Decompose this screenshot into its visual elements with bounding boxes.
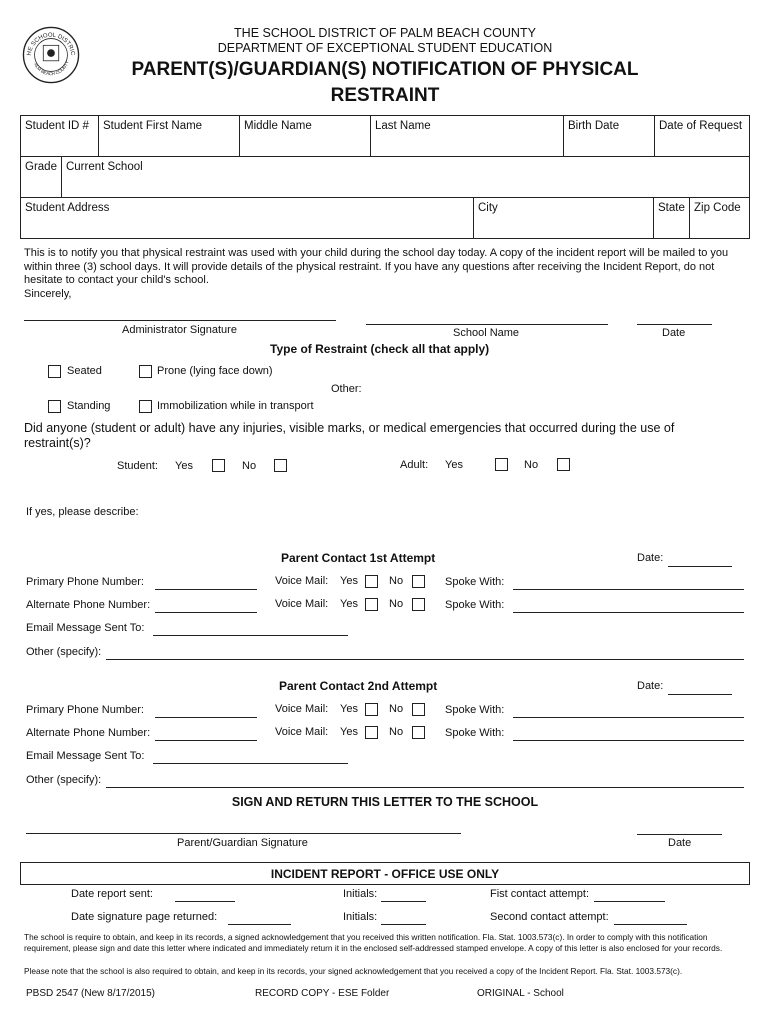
contact1-voicemail-label-2: Voice Mail: [275, 598, 329, 610]
original-label: ORIGINAL - School [477, 988, 564, 999]
notice-text: This is to notify you that physical restraint was used with your child during the school day today. A copy of the incident report will be mailed to you within three (3) school days. It will provide details of the physical restraint. If you have any questions after receiving the Incident Report, do not hesitate to contact your child's school. [24, 247, 729, 286]
state-field[interactable] [654, 198, 690, 239]
contact2-other-label: Other (specify): [26, 774, 102, 786]
student-info-table [20, 115, 750, 157]
school-name-line[interactable] [366, 324, 608, 325]
date-of-request-label: Date of Request [659, 120, 743, 132]
second-contact-label: Second contact attempt: [490, 911, 609, 923]
adult-yes-checkbox[interactable] [495, 458, 508, 471]
address-table [20, 197, 750, 239]
admin-signature-label: Administrator Signature [122, 324, 237, 336]
school-name-label: School Name [453, 327, 520, 339]
contact1-alternate-phone-line[interactable] [155, 612, 257, 613]
date-sig-returned-label: Date signature page returned: [71, 911, 218, 923]
first-name-field[interactable] [99, 116, 240, 157]
zip-code-field[interactable] [690, 198, 750, 239]
contact2-yes-label-1: Yes [340, 703, 358, 715]
student-no-label: No [242, 460, 257, 472]
contact1-spoke-with-label-2: Spoke With: [445, 599, 505, 611]
contact1-spoke-with-label-1: Spoke With: [445, 576, 505, 588]
contact2-voicemail-label-2: Voice Mail: [275, 726, 329, 738]
contact2-alternate-phone-line[interactable] [155, 740, 257, 741]
state-label: State [658, 202, 685, 214]
contact2-other-line[interactable] [106, 787, 744, 788]
student-id-field[interactable] [21, 116, 99, 157]
contact1-voicemail-label-1: Voice Mail: [275, 575, 329, 587]
contact2-no-label-2: No [389, 726, 404, 738]
contact1-date-line[interactable] [668, 566, 732, 567]
contact1-other-line[interactable] [106, 659, 744, 660]
contact1-no-label-2: No [389, 598, 404, 610]
contact1-spoke-with-line-1[interactable] [513, 589, 744, 590]
seated-checkbox[interactable] [48, 365, 61, 378]
contact2-voicemail-no-checkbox-1[interactable] [412, 703, 425, 716]
department-name: DEPARTMENT OF EXCEPTIONAL STUDENT EDUCATION [217, 41, 553, 55]
contact2-spoke-with-label-1: Spoke With: [445, 704, 505, 716]
initials-line-2[interactable] [381, 924, 426, 925]
immobilization-checkbox[interactable] [139, 400, 152, 413]
form-id: PBSD 2547 (New 8/17/2015) [26, 988, 155, 999]
adult-no-label: No [524, 459, 539, 471]
contact2-heading: Parent Contact 2nd Attempt [279, 679, 438, 693]
contact2-spoke-with-label-2: Spoke With: [445, 727, 505, 739]
grade-school-table [20, 156, 750, 198]
date-of-request-field[interactable] [655, 116, 750, 157]
last-name-field[interactable] [371, 116, 564, 157]
contact1-yes-label-2: Yes [340, 598, 358, 610]
contact2-voicemail-yes-checkbox-1[interactable] [365, 703, 378, 716]
contact1-primary-phone-line[interactable] [155, 589, 257, 590]
current-school-label: Current School [65, 161, 143, 173]
sign-return-heading: SIGN AND RETURN THIS LETTER TO THE SCHOOL [231, 795, 539, 809]
contact2-primary-phone-line[interactable] [155, 717, 257, 718]
contact1-primary-phone-label: Primary Phone Number: [26, 576, 144, 588]
student-no-checkbox[interactable] [274, 459, 287, 472]
contact2-email-label: Email Message Sent To: [26, 750, 145, 762]
standing-label: Standing [67, 400, 111, 412]
student-injury-label: Student: [117, 460, 158, 472]
middle-name-label: Middle Name [244, 120, 312, 132]
contact1-heading: Parent Contact 1st Attempt [281, 551, 436, 565]
admin-date-line[interactable] [637, 324, 712, 325]
office-use-heading: INCIDENT REPORT - OFFICE USE ONLY [270, 867, 500, 881]
form-title-line1: PARENT(S)/GUARDIAN(S) NOTIFICATION OF PHYSICAL [131, 59, 639, 80]
contact2-spoke-with-line-2[interactable] [513, 740, 744, 741]
contact1-email-label: Email Message Sent To: [26, 622, 145, 634]
contact1-spoke-with-line-2[interactable] [513, 612, 744, 613]
adult-no-checkbox[interactable] [557, 458, 570, 471]
contact1-voicemail-no-checkbox-1[interactable] [412, 575, 425, 588]
first-contact-line[interactable] [594, 901, 665, 902]
zip-code-label: Zip Code [694, 202, 741, 214]
initials-label-1: Initials: [343, 888, 378, 900]
seated-label: Seated [67, 365, 102, 377]
middle-name-field[interactable] [240, 116, 371, 157]
date-sent-line[interactable] [175, 901, 235, 902]
contact1-alternate-phone-label: Alternate Phone Number: [26, 599, 151, 611]
contact2-date-line[interactable] [668, 694, 732, 695]
fineprint-notification: The school is require to obtain, and keep in its records, a signed acknowledgement that you received this written notification. Fla. Stat. 1003.573(c). In order to comply with this notification requirement, please sign and date this letter where indicated and immediately return it in the enclosed self-addressed stamped envelope. A copy of this letter is also enclosed for your records. [24, 932, 723, 953]
seal-bottom-text: ALM BEACH COUNTY [33, 60, 70, 77]
contact2-alternate-phone-label: Alternate Phone Number: [26, 727, 151, 739]
contact2-no-label-1: No [389, 703, 404, 715]
contact1-yes-label-1: Yes [340, 575, 358, 587]
student-yes-label: Yes [175, 460, 193, 472]
student-address-label: Student Address [25, 202, 110, 214]
admin-signature-line[interactable] [24, 320, 336, 321]
date-sig-returned-line[interactable] [228, 924, 291, 925]
district-name: THE SCHOOL DISTRICT OF PALM BEACH COUNTY [234, 26, 536, 40]
current-school-field[interactable] [61, 157, 749, 198]
adult-yes-label: Yes [445, 459, 463, 471]
parent-signature-line[interactable] [26, 833, 461, 834]
contact1-email-line[interactable] [153, 635, 348, 636]
standing-checkbox[interactable] [48, 400, 61, 413]
contact2-spoke-with-line-1[interactable] [513, 717, 744, 718]
student-yes-checkbox[interactable] [212, 459, 225, 472]
adult-injury-label: Adult: [400, 459, 429, 471]
birth-date-field[interactable] [564, 116, 655, 157]
contact1-no-label-1: No [389, 575, 404, 587]
fineprint-incident-report: Please note that the school is also required to obtain, and keep in its records, your signed acknowledgement that you received a copy of the Incident Report. Fla. Stat. 1003.573(c). [24, 966, 683, 976]
birth-date-label: Birth Date [568, 120, 620, 132]
sincerely-text: Sincerely, [24, 287, 72, 300]
immobilization-label: Immobilization while in transport [157, 400, 314, 412]
contact1-date-label: Date: [637, 552, 664, 564]
grade-label: Grade [25, 161, 57, 173]
parent-date-label: Date [668, 837, 692, 849]
parent-date-line[interactable] [637, 834, 722, 835]
prone-label: Prone (lying face down) [157, 365, 273, 377]
city-field[interactable] [474, 198, 654, 239]
notice-paragraph [24, 247, 749, 301]
student-id-label: Student ID # [25, 120, 89, 132]
contact2-voicemail-label-1: Voice Mail: [275, 703, 329, 715]
first-name-label: Student First Name [103, 120, 203, 132]
contact2-voicemail-no-checkbox-2[interactable] [412, 726, 425, 739]
first-contact-label: Fist contact attempt: [490, 888, 590, 900]
contact1-voicemail-yes-checkbox-2[interactable] [365, 598, 378, 611]
contact2-voicemail-yes-checkbox-2[interactable] [365, 726, 378, 739]
form-title [0, 57, 770, 109]
admin-date-label: Date [662, 327, 686, 339]
initials-label-2: Initials: [343, 911, 378, 923]
restraint-heading: Type of Restraint (check all that apply) [270, 342, 490, 356]
parent-signature-label: Parent/Guardian Signature [177, 837, 308, 849]
prone-checkbox[interactable] [139, 365, 152, 378]
contact1-other-label: Other (specify): [26, 646, 102, 658]
other-restraint-label: Other: [331, 383, 362, 395]
contact2-date-label: Date: [637, 680, 664, 692]
contact1-voicemail-no-checkbox-2[interactable] [412, 598, 425, 611]
last-name-label: Last Name [375, 120, 431, 132]
student-address-field[interactable] [21, 198, 474, 239]
seal-top-text: HE SCHOOL DISTRIC [26, 32, 76, 57]
second-contact-line[interactable] [614, 924, 687, 925]
contact2-yes-label-2: Yes [340, 726, 358, 738]
form-title-line2: RESTRAINT [330, 85, 440, 106]
contact2-primary-phone-label: Primary Phone Number: [26, 704, 144, 716]
record-copy-label: RECORD COPY - ESE Folder [255, 988, 390, 999]
grade-field[interactable] [21, 157, 62, 198]
contact1-voicemail-yes-checkbox-1[interactable] [365, 575, 378, 588]
injuries-question: Did anyone (student or adult) have any injuries, visible marks, or medical emergencies that occurred during the use of restraint(s)? [24, 421, 675, 450]
initials-line-1[interactable] [381, 901, 426, 902]
describe-label: If yes, please describe: [26, 506, 139, 518]
date-sent-label: Date report sent: [71, 888, 153, 900]
contact2-email-line[interactable] [153, 763, 348, 764]
city-label: City [478, 202, 498, 214]
